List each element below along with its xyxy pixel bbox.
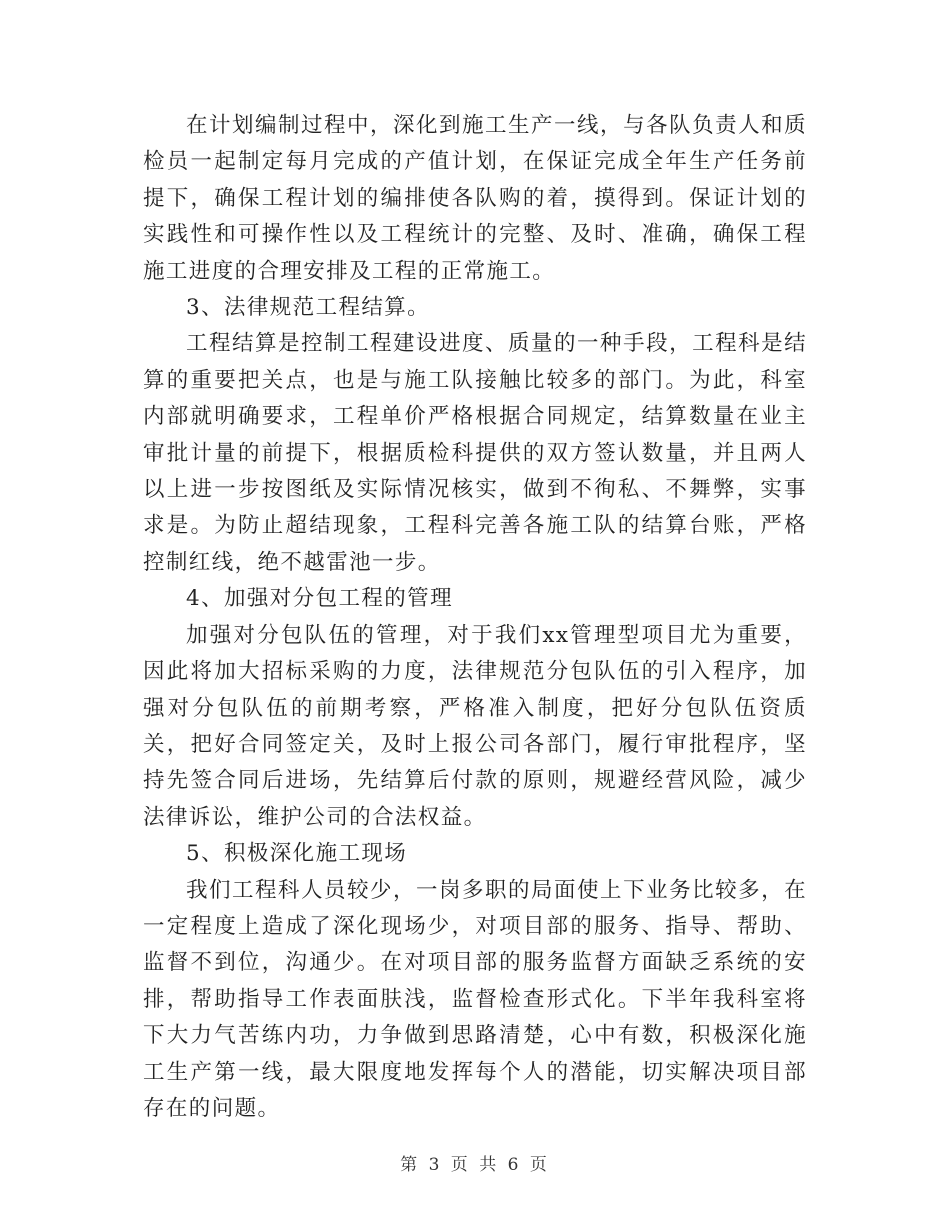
paragraph-plan-compilation: 在计划编制过程中，深化到施工生产一线，与各队负责人和质检员一起制定每月完成的产值计划，在保证完成全年生产任务前提下，确保工程计划的编排使各队购的着，摸得到。保证计划的实践性和可操作性以及工程统计的完整、及时、准确，确保工程施工进度的合理安排及工程的正常施工。 [143,113,807,284]
paragraph-site: 我们工程科人员较少，一岗多职的局面使上下业务比较多，在一定程度上造成了深化现场少，对项目部的服务、指导、帮助、监督不到位，沟通少。在对项目部的服务监督方面缺乏系统的安排，帮助指导工作表面肤浅，监督检查形式化。下半年我科室将下大力气苦练内功，力争做到思路清楚，心中有数，积极深化施工生产第一线，最大限度地发挥每个人的潜能，切实解决项目部存在的问题。 [143,877,807,1121]
page-number-footer: 第 3 页 共 6 页 [400,1155,550,1175]
section-heading-settlement: 3、法律规范工程结算。 [186,295,431,321]
section-heading-subcontract: 4、加强对分包工程的管理 [186,586,453,612]
paragraph-subcontract: 加强对分包队伍的管理，对于我们xx管理型项目尤为重要，因此将加大招标采购的力度，法律规范分包队伍的引入程序，加强对分包队伍的前期考察，严格准入制度，把好分包队伍资质关，把好合同签定关，及时上报公司各部门，履行审批程序，坚持先签合同后进场，先结算后付款的原则，规避经营风险，减少法律诉讼，维护公司的合法权益。 [143,622,807,830]
paragraph-settlement: 工程结算是控制工程建设进度、质量的一种手段，工程科是结算的重要把关点，也是与施工队接触比较多的部门。为此，科室内部就明确要求，工程单价严格根据合同规定，结算数量在业主审批计量的前提下，根据质检科提供的双方签认数量，并且两人以上进一步按图纸及实际情况核实，做到不徇私、不舞弊，实事求是。为防止超结现象，工程科完善各施工队的结算台账，严格控制红线，绝不越雷池一步。 [143,331,807,575]
document-body [143,108,807,1127]
section-heading-site: 5、积极深化施工现场 [186,841,408,867]
